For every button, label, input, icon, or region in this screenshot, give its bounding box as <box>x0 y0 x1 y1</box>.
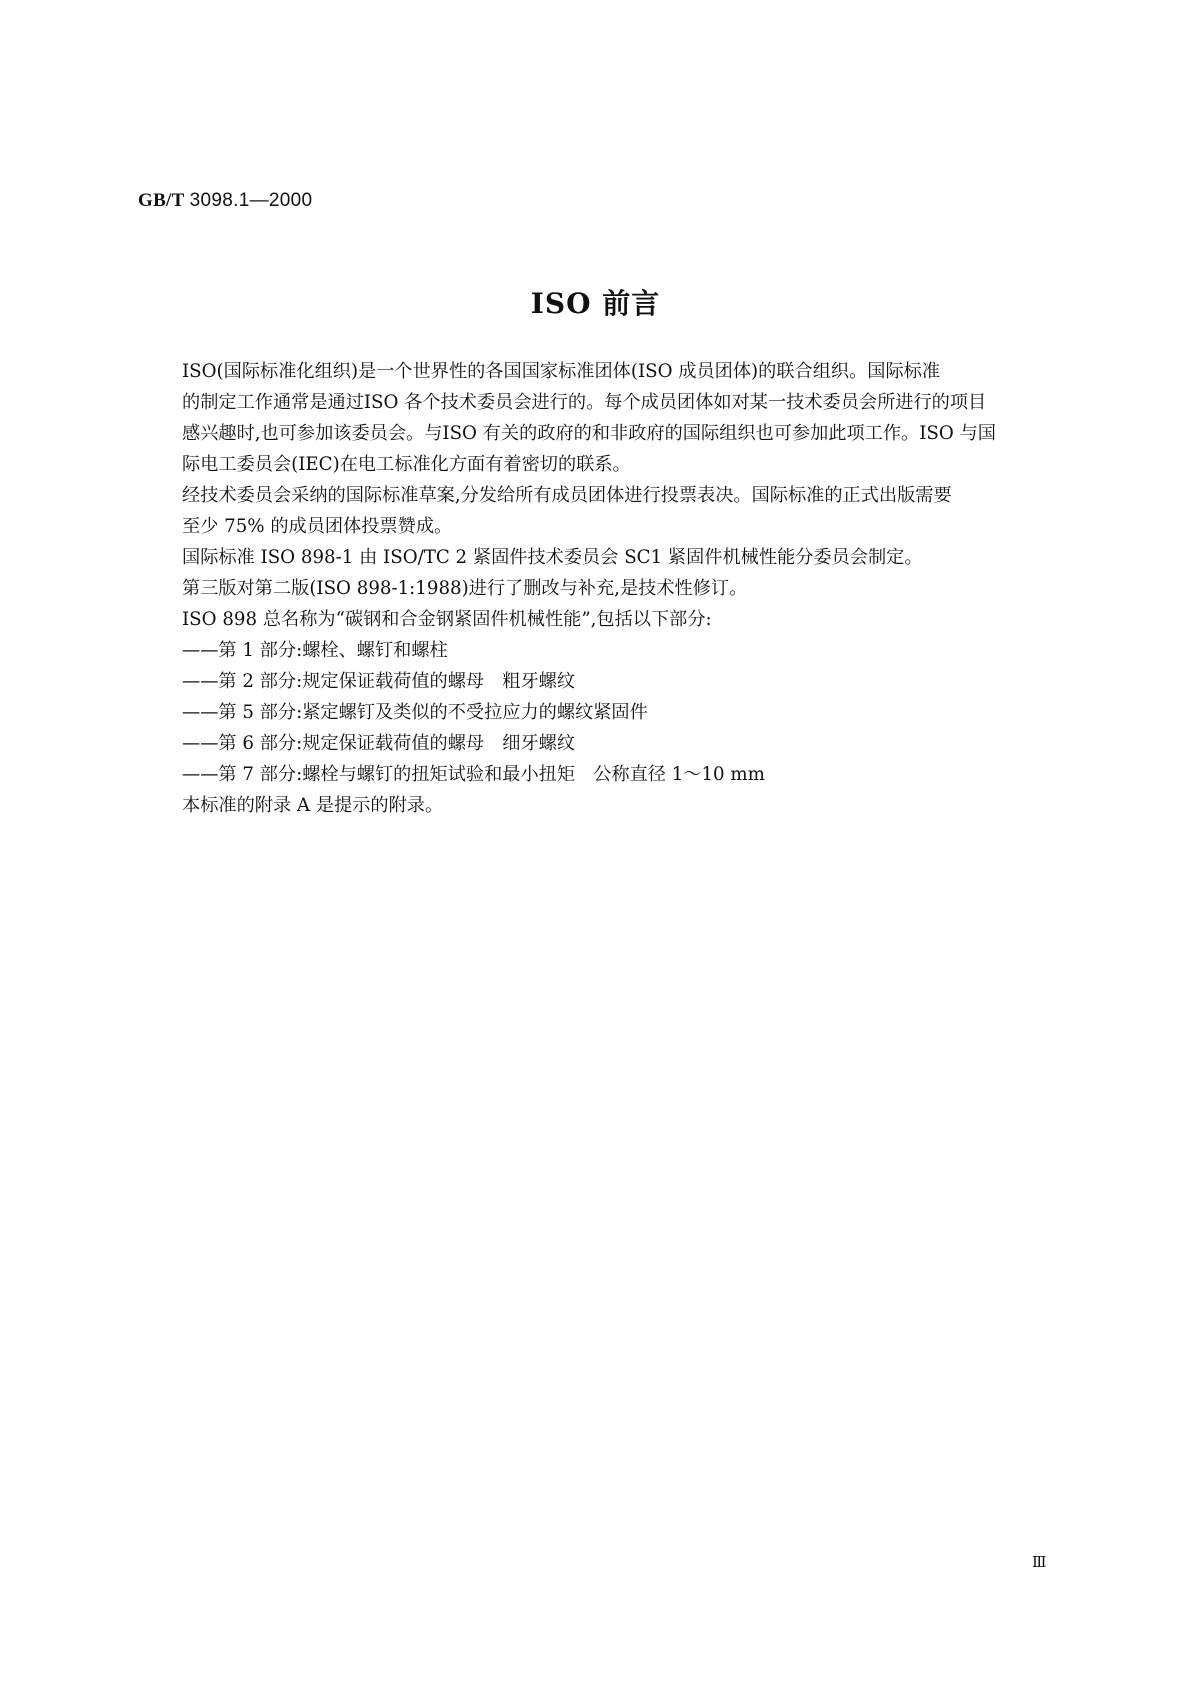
paragraph-line: 际电工委员会(IEC)在电工标准化方面有着密切的联系。 <box>182 454 631 475</box>
standard-number: 3098.1—2000 <box>189 190 313 211</box>
page-title: ISO 前言 <box>530 287 661 320</box>
paragraph <box>182 356 1062 387</box>
standard-prefix: GB/T <box>138 190 185 211</box>
standard-number-header <box>138 190 312 212</box>
paragraph: 第三版对第二版(ISO 898-1:1988)进行了删改与补充,是技术性修订。 <box>182 578 748 599</box>
paragraph: ISO 898 总名称为“碳钢和合金钢紧固件机械性能”,包括以下部分: <box>182 609 712 630</box>
page-number: Ⅲ <box>1032 1553 1047 1571</box>
list-item: ——第 2 部分:规定保证载荷值的螺母 粗牙螺纹 <box>182 671 576 692</box>
paragraph: 国际标准 ISO 898-1 由 ISO/TC 2 紧固件技术委员会 SC1 紧固件机械性能分委员会制定。 <box>182 547 923 568</box>
closing-statement: 本标准的附录 A 是提示的附录。 <box>182 795 444 816</box>
paragraph-line: 至少 75% 的成员团体投票赞成。 <box>182 516 453 537</box>
paragraph-line: 感兴趣时,也可参加该委员会。与ISO 有关的政府的和非政府的国际组织也可参加此项工作。ISO 与国 <box>182 423 996 444</box>
list-item: ——第 1 部分:螺栓、螺钉和螺柱 <box>182 640 448 661</box>
paragraph <box>182 480 1062 511</box>
list-item: ——第 5 部分:紧定螺钉及类似的不受拉应力的螺纹紧固件 <box>182 702 648 723</box>
list-item: ——第 6 部分:规定保证载荷值的螺母 细牙螺纹 <box>182 733 576 754</box>
paragraph-first-line: 经技术委员会采纳的国际标准草案,分发给所有成员团体进行投票表决。国际标准的正式出版需要 <box>182 485 952 506</box>
paragraph-first-line: ISO(国际标准化组织)是一个世界性的各国国家标准团体(ISO 成员团体)的联合组织。国际标准 <box>182 361 941 382</box>
list-item: ——第 7 部分:螺栓与螺钉的扭矩试验和最小扭矩 公称直径 1～10 mm <box>182 764 765 785</box>
foreword-body <box>182 356 1062 821</box>
paragraph-line: 的制定工作通常是通过ISO 各个技术委员会进行的。每个成员团体如对某一技术委员会所进行的项目 <box>182 392 987 413</box>
